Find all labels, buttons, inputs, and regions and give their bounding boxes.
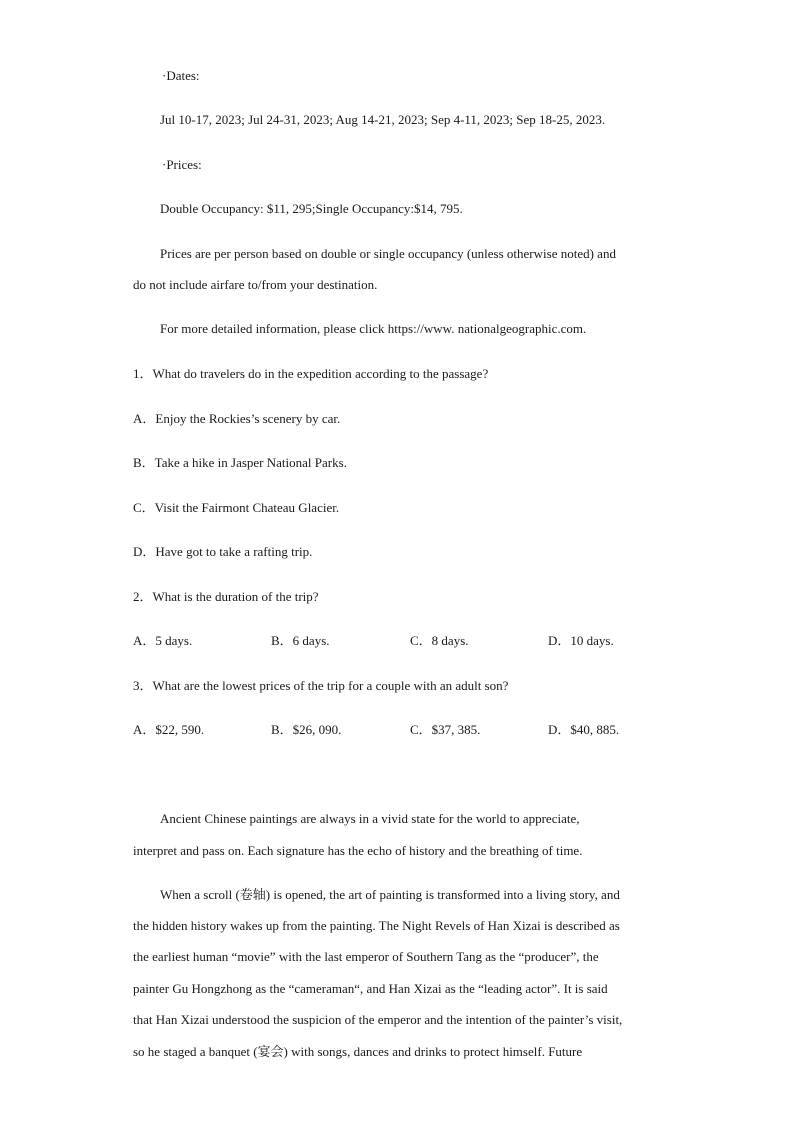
passage-line-6: painter Gu Hongzhong as the “cameraman“, and Han Xizai as the “leading actor”. It is said xyxy=(133,981,608,996)
question-2-option-a: A．5 days. xyxy=(133,633,193,648)
passage-line-5: the earliest human “movie” with the last emperor of Southern Tang as the “producer”, the xyxy=(133,949,599,964)
question-3-option-a: A．$22, 590. xyxy=(133,722,205,737)
prices-note-line-2: do not include airfare to/from your destination. xyxy=(133,277,378,292)
question-3-option-c: C．$37, 385. xyxy=(410,722,481,737)
question-3-option-d: D．$40, 885. xyxy=(548,722,620,737)
dates-label: ·Dates: xyxy=(162,68,200,83)
question-1-option-d: D．Have got to take a rafting trip. xyxy=(133,544,313,559)
question-1-option-c: C．Visit the Fairmont Chateau Glacier. xyxy=(133,500,340,515)
passage-line-4: the hidden history wakes up from the painting. The Night Revels of Han Xizai is described as xyxy=(133,918,620,933)
question-2-stem: 2．What is the duration of the trip? xyxy=(133,589,319,604)
prices-value: Double Occupancy: $11, 295;Single Occupancy:$14, 795. xyxy=(160,201,463,216)
question-1-option-b: B．Take a hike in Jasper National Parks. xyxy=(133,455,347,470)
question-3-stem: 3．What are the lowest prices of the trip for a couple with an adult son? xyxy=(133,678,509,693)
prices-label: ·Prices: xyxy=(162,157,202,172)
passage-line-1: Ancient Chinese paintings are always in a vivid state for the world to appreciate, xyxy=(160,811,580,826)
more-info-text: For more detailed information, please click https://www. nationalgeographic.com. xyxy=(160,321,587,336)
passage-line-2: interpret and pass on. Each signature has the echo of history and the breathing of time. xyxy=(133,843,583,858)
question-1-option-a: A．Enjoy the Rockies’s scenery by car. xyxy=(133,411,341,426)
question-3-option-b: B．$26, 090. xyxy=(271,722,342,737)
question-1-stem: 1．What do travelers do in the expedition according to the passage? xyxy=(133,366,489,381)
passage-line-7: that Han Xizai understood the suspicion of the emperor and the intention of the painter’s visit, xyxy=(133,1012,623,1027)
question-2-option-b: B．6 days. xyxy=(271,633,330,648)
dates-value: Jul 10-17, 2023; Jul 24-31, 2023; Aug 14-21, 2023; Sep 4-11, 2023; Sep 18-25, 2023. xyxy=(160,112,606,127)
passage-line-8: so he staged a banquet (宴会) with songs, dances and drinks to protect himself. Future xyxy=(133,1044,583,1059)
question-2-option-d: D．10 days. xyxy=(548,633,614,648)
question-2-option-c: C．8 days. xyxy=(410,633,469,648)
passage-line-3: When a scroll (卷轴) is opened, the art of painting is transformed into a living story, and xyxy=(160,887,620,902)
prices-note-line-1: Prices are per person based on double or single occupancy (unless otherwise noted) and xyxy=(160,246,616,261)
